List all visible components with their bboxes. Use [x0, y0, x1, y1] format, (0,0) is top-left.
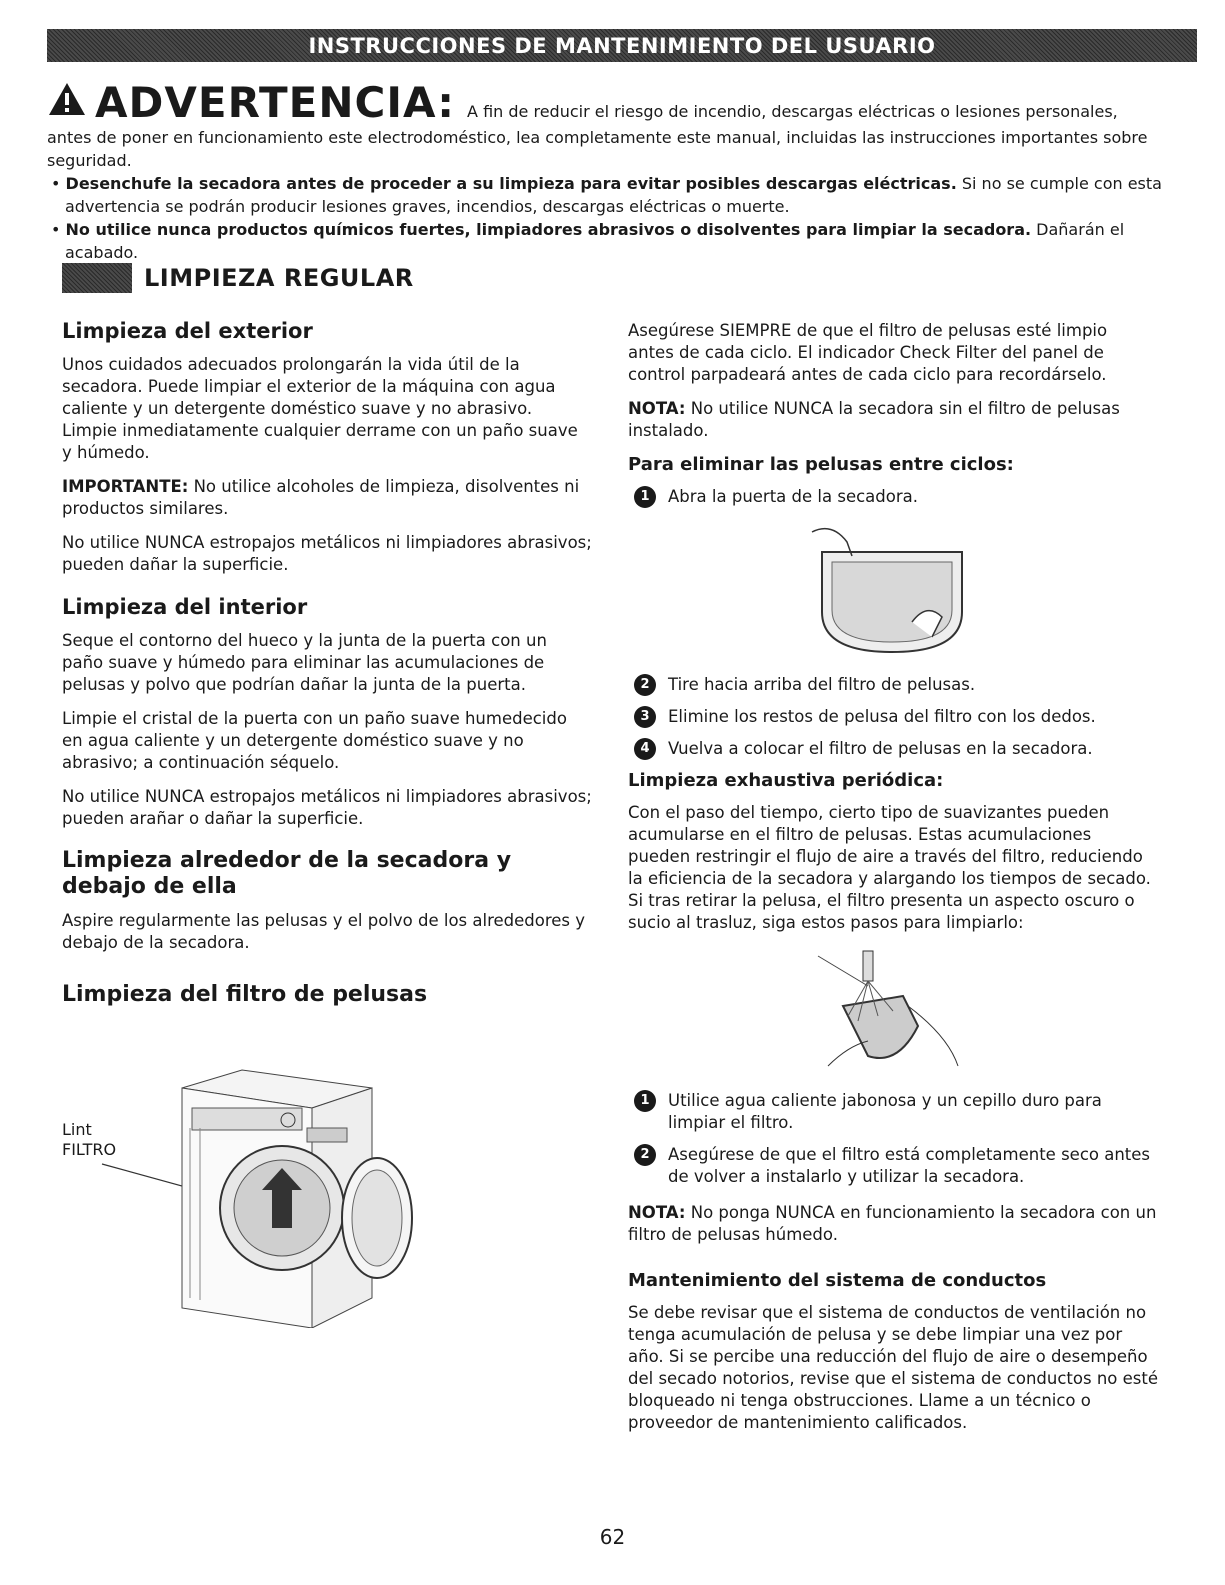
exterior-title: Limpieza del exterior	[62, 319, 313, 343]
between-cycles-title: Para eliminar las pelusas entre ciclos:	[628, 454, 1014, 475]
step-number-badge: 1	[634, 1090, 656, 1112]
between-step-2	[640, 674, 1158, 696]
step-number-badge: 3	[634, 706, 656, 728]
exterior-paragraph-3: No utilice NUNCA estropajos metálicos ni limpiadores abrasivos; pueden dañar la superficie.	[62, 533, 592, 574]
lint-filter-illustration	[792, 522, 992, 662]
step-number-badge: 2	[634, 674, 656, 696]
around-paragraph-1: Aspire regularmente las pelusas y el polvo de los alrededores y debajo de la secadora.	[62, 911, 586, 952]
ducts-paragraph: Se debe revisar que el sistema de conductos de ventilación no tenga acumulación de pelusa y se debe limpiar una vez por año. Si se percibe una reducción del flujo de aire o desempeño del secado notorios, revise que el sistema de conductos no esté bloqueado ni tenga obstrucciones. Llame a un técnico o proveedor de mantenimiento calificados.	[628, 1303, 1158, 1432]
step-text: Tire hacia arriba del filtro de pelusas.	[668, 675, 976, 694]
warning-bullet-2-bold: No utilice nunca productos químicos fuertes, limpiadores abrasivos o disolventes para limpiar la secadora.	[65, 220, 1032, 239]
warning-intro-first: A fin de reducir el riesgo de incendio, descargas eléctricas o lesiones personales,	[467, 102, 1118, 121]
warning-intro-rest: antes de poner en funcionamiento este electrodoméstico, lea completamente este manual, incluidas las instrucciones importantes sobre seguridad.	[47, 128, 1148, 170]
step-number-badge: 2	[634, 1144, 656, 1166]
exterior-paragraph-2	[62, 476, 592, 520]
warning-bullet-1: • Desenchufe la secadora antes de proceder a su limpieza para evitar posibles descargas eléctricas. Si no se cumple con esta advertencia se podrán producir lesiones graves, incendios, descargas eléctricas o muerte.	[51, 174, 1162, 216]
between-step-1	[640, 486, 1158, 508]
nota-1-label: NOTA:	[628, 399, 686, 418]
warning-block	[47, 80, 1197, 264]
periodic-steps-list	[628, 1090, 1158, 1188]
around-title: Limpieza alrededor de la secadora y debajo de ella	[62, 848, 512, 899]
between-step-3	[640, 706, 1158, 728]
important-label: IMPORTANTE:	[62, 477, 189, 496]
filter-cleaning-illustration	[808, 946, 968, 1076]
warning-bullet-1-text: Si no se cumple con esta advertencia se podrán producir lesiones graves, incendios, descargas eléctricas o muerte.	[65, 174, 1162, 216]
nota-1-text: No utilice NUNCA la secadora sin el filtro de pelusas instalado.	[628, 399, 1120, 440]
section-marker	[62, 263, 132, 293]
interior-paragraph-3: No utilice NUNCA estropajos metálicos ni limpiadores abrasivos; pueden arañar o dañar la superficie.	[62, 787, 592, 828]
header-banner: INSTRUCCIONES DE MANTENIMIENTO DEL USUARIO	[47, 29, 1197, 62]
step-text: Elimine los restos de pelusa del filtro con los dedos.	[668, 707, 1096, 726]
warning-heading-line	[47, 80, 1197, 126]
step-text: Asegúrese de que el filtro está completamente seco antes de volver a instalarlo y utilizar la secadora.	[668, 1145, 1151, 1186]
step-text: Utilice agua caliente jabonosa y un cepillo duro para limpiar el filtro.	[668, 1091, 1102, 1132]
exterior-paragraph-1: Unos cuidados adecuados prolongarán la vida útil de la secadora. Puede limpiar el exterior de la máquina con agua caliente y un detergente doméstico suave y no abrasivo. Limpie inmediatamente cualquier derrame con un paño suave y húmedo.	[62, 355, 578, 462]
filter-title: Limpieza del filtro de pelusas	[62, 982, 428, 1007]
periodic-title: Limpieza exhaustiva periódica:	[628, 770, 944, 791]
filter-intro-paragraph: Asegúrese SIEMPRE de que el filtro de pelusas esté limpio antes de cada ciclo. El indicador Check Filter del panel de control parpadeará antes de cada ciclo para recordárselo.	[628, 321, 1108, 384]
warning-bullet-2-text: Dañarán el acabado.	[65, 220, 1125, 262]
warning-bullet-2: • No utilice nunca productos químicos fuertes, limpiadores abrasivos o disolventes para limpiar la secadora. Dañarán el acabado.	[51, 220, 1125, 262]
interior-title: Limpieza del interior	[62, 595, 308, 619]
ducts-title: Mantenimiento del sistema de conductos	[628, 1270, 1047, 1291]
dryer-illustration	[62, 1068, 422, 1328]
periodic-paragraph: Con el paso del tiempo, cierto tipo de suavizantes pueden acumularse en el filtro de pelusas. Estas acumulaciones pueden restringir el flujo de aire a través del filtro, reduciendo la eficiencia de la secadora y alargando los tiempos de secado. Si tras retirar la pelusa, el filtro presenta un aspecto oscuro o sucio al trasluz, siga estos pasos para limpiarlo:	[628, 803, 1151, 932]
important-text: No utilice alcoholes de limpieza, disolventes ni productos similares.	[62, 477, 580, 518]
nota-2-text: No ponga NUNCA en funcionamiento la secadora con un filtro de pelusas húmedo.	[628, 1203, 1157, 1244]
dryer-figure	[62, 1068, 592, 1348]
periodic-step-2	[640, 1144, 1158, 1188]
nota-2-label: NOTA:	[628, 1203, 686, 1222]
warning-title: ADVERTENCIA:	[95, 78, 456, 127]
between-steps-list	[628, 486, 1158, 760]
page-number: 62	[599, 1525, 626, 1549]
interior-paragraph-2: Limpie el cristal de la puerta con un paño suave humedecido en agua caliente y un detergente doméstico suave y no abrasivo; a continuación séquelo.	[62, 709, 567, 772]
section-header	[62, 263, 414, 293]
nota-1	[628, 398, 1158, 442]
between-step-4	[640, 738, 1158, 760]
interior-paragraph-1: Seque el contorno del hueco y la junta de la puerta con un paño suave y húmedo para eliminar las acumulaciones de pelusas y polvo que podrían dañar la junta de la puerta.	[62, 631, 547, 694]
step-number-badge: 1	[634, 486, 656, 508]
periodic-step-1	[640, 1090, 1158, 1134]
nota-2	[628, 1202, 1158, 1246]
left-column	[62, 318, 592, 1348]
step-text: Vuelva a colocar el filtro de pelusas en la secadora.	[668, 739, 1093, 758]
warning-triangle-icon	[47, 81, 87, 117]
warning-bullet-1-bold: Desenchufe la secadora antes de proceder a su limpieza para evitar posibles descargas eléctricas.	[65, 174, 957, 193]
step-text: Abra la puerta de la secadora.	[668, 487, 918, 506]
section-title: LIMPIEZA REGULAR	[144, 264, 414, 292]
figure-label-line-1: Lint	[62, 1120, 92, 1139]
right-column	[628, 320, 1158, 1446]
step-number-badge: 4	[634, 738, 656, 760]
figure-label-line-2: FILTRO	[62, 1140, 117, 1159]
